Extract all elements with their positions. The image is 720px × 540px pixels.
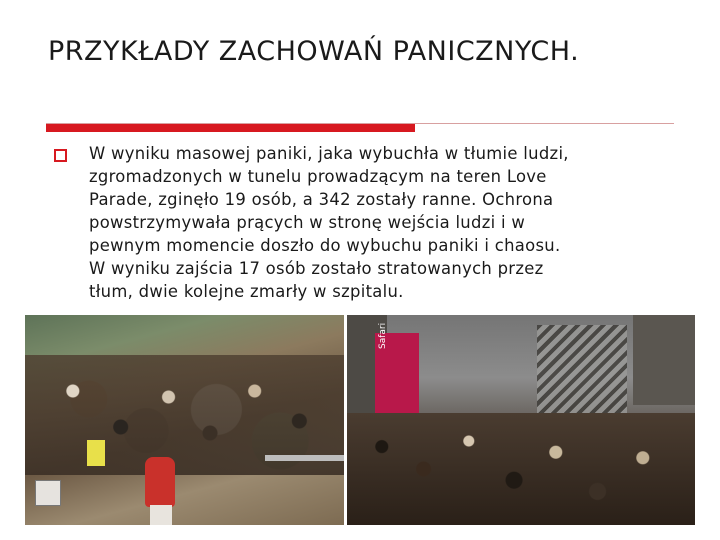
staircase (537, 325, 627, 415)
slide-title: PRZYKŁADY ZACHOWAŃ PANICZNYCH. (48, 36, 580, 67)
person-yellow-vest (87, 440, 105, 466)
concrete-wall (633, 315, 695, 405)
crowd-photo-right (347, 315, 695, 525)
crowd-area (347, 413, 695, 525)
hollow-square-bullet-icon (54, 149, 67, 162)
title-divider-accent (46, 124, 415, 132)
person-legs (150, 505, 172, 525)
fence (265, 455, 344, 461)
street-sign (35, 480, 61, 506)
bullet-text: W wyniku masowej paniki, jaka wybuchła w tłumie ludzi, zgromadzonych w tunelu prowadzącym na teren Love Parade, zginęło 19 osób, a 342 zostały ranne. Ochrona powstrzymywała prących w stronę wejścia ludzi i w pewnym momencie doszło do wybuchu paniki i chaosu. W wyniku zajścia 17 osób zostało stratowanych przez tłum, dwie kolejne zmarły w szpitalu. (89, 144, 569, 301)
person-red-shirt (145, 457, 175, 507)
crowd-photo-left (25, 315, 344, 525)
banner-text: Safari (378, 322, 388, 349)
